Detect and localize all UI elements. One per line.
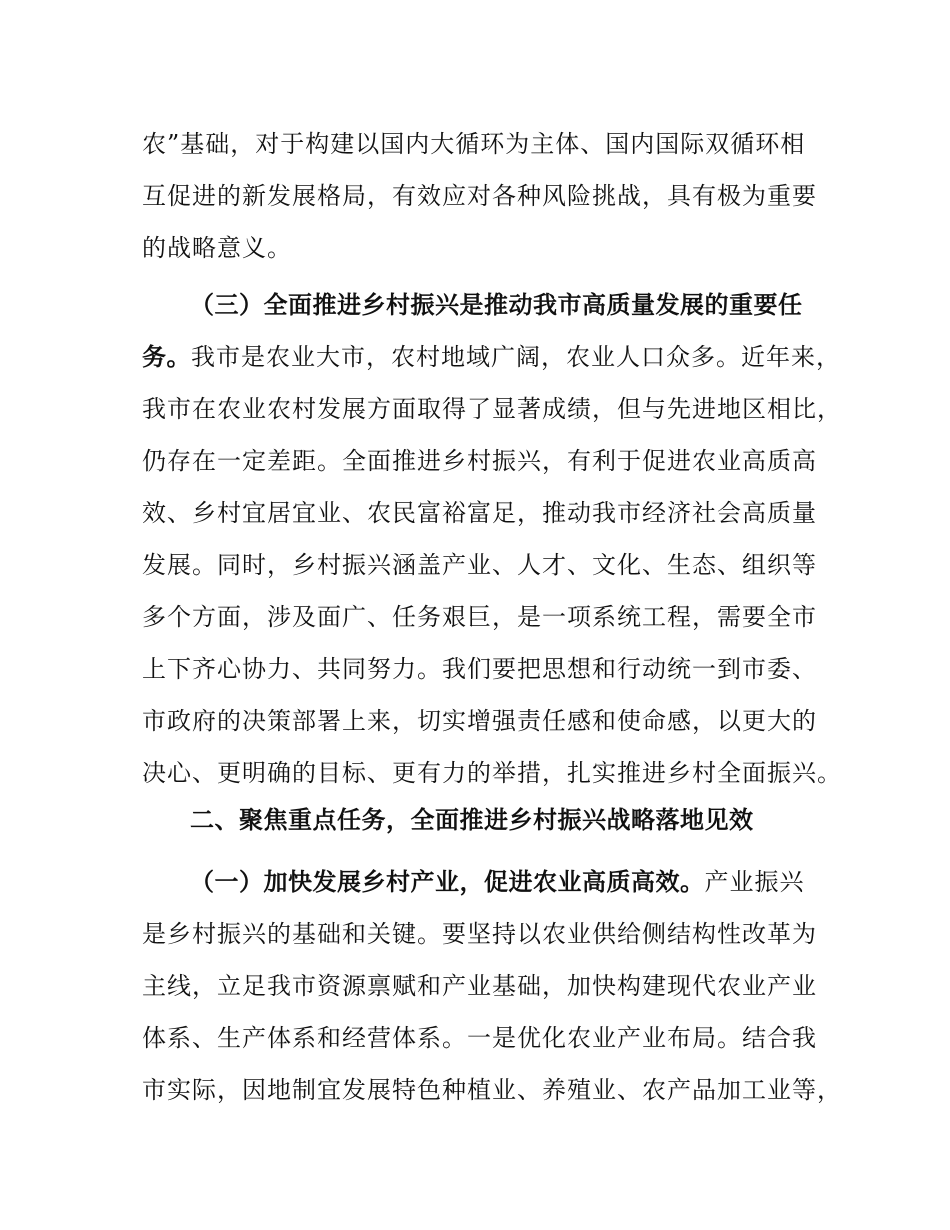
text-line: 主线，立足我市资源禀赋和产业基础，加快构建现代农业产业 — [142, 972, 817, 1000]
text-line: 的战略意义。 — [142, 234, 292, 262]
text-line: 互促进的新发展格局，有效应对各种风险挑战，具有极为重要 — [142, 182, 817, 210]
text-line: 市政府的决策部署上来，切实增强责任感和使命感，以更大的 — [142, 707, 817, 735]
text-line — [142, 331, 841, 383]
paragraph-strategic-significance — [142, 118, 832, 274]
paragraph-rural-industry — [142, 856, 842, 1116]
text-line: 体系、生产体系和经营体系。一是优化农业产业布局。结合我 — [142, 1024, 817, 1052]
text-line: 上下齐心协力、共同努力。我们要把思想和行动统一到市委、 — [142, 655, 817, 683]
text-line: 农”基础，对于构建以国内大循环为主体、国内国际双循环相 — [142, 130, 806, 158]
subheading-end: 务。 — [142, 343, 191, 371]
text-line: 发展。同时，乡村振兴涵盖产业、人才、文化、生态、组织等 — [142, 551, 817, 579]
text-line: 决心、更明确的目标、更有力的举措，扎实推进乡村全面振兴。 — [142, 759, 842, 787]
text-line: 效、乡村宜居宜业、农民富裕富足，推动我市经济社会高质量 — [142, 499, 817, 527]
subheading: （一）加快发展乡村产业，促进农业高质高效。 — [190, 868, 705, 896]
text-line: 多个方面，涉及面广、任务艰巨，是一项系统工程，需要全市 — [142, 603, 817, 631]
body-text: 产业振兴 — [704, 868, 805, 896]
section-heading: 二、聚焦重点任务，全面推进乡村振兴战略落地见效 — [190, 806, 754, 834]
section-heading-container — [142, 794, 832, 846]
body-text: 我市是农业大市，农村地域广阔，农业人口众多。近年来， — [191, 343, 841, 371]
text-line — [142, 856, 832, 908]
subheading-line: （三）全面推进乡村振兴是推动我市高质量发展的重要任 — [190, 291, 803, 319]
text-line: 我市在农业农村发展方面取得了显著成绩，但与先进地区相比， — [142, 395, 842, 423]
text-line: 市实际，因地制宜发展特色种植业、养殖业、农产品加工业等， — [142, 1076, 842, 1104]
text-line: 是乡村振兴的基础和关键。要坚持以农业供给侧结构性改革为 — [142, 920, 817, 948]
text-line: 仍存在一定差距。全面推进乡村振兴，有利于促进农业高质高 — [142, 447, 817, 475]
paragraph-high-quality-development — [142, 279, 842, 799]
